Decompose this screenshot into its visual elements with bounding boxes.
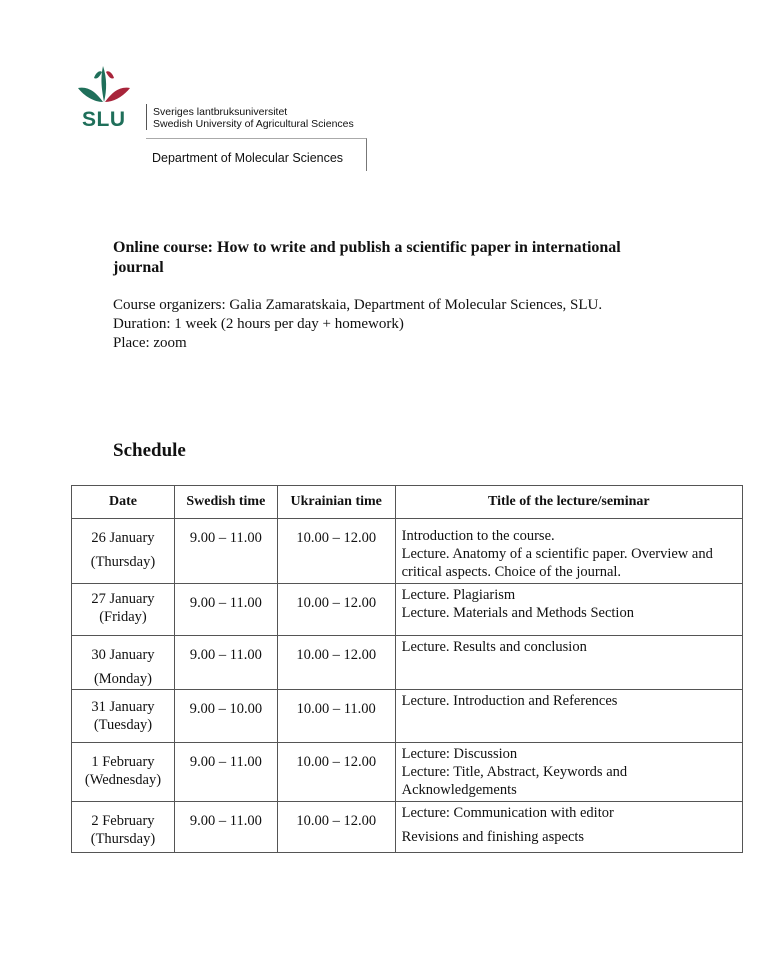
department-name: Department of Molecular Sciences [152,151,344,165]
date: 31 January [91,699,155,715]
lecture-line: Introduction to the course. [401,528,555,544]
swedish-time-cell: 9.00 – 11.00 [174,743,277,802]
date-cell [72,636,175,690]
column-header-title: Title of the lecture/seminar [395,486,742,519]
swedish-time-cell: 9.00 – 11.00 [174,584,277,636]
course-duration: Duration: 1 week (2 hours per day + homework) [113,316,404,332]
lecture-line: Lecture: Title, Abstract, Keywords and Acknowledgements [401,764,628,798]
course-organizers: Course organizers: Galia Zamaratskaia, Department of Molecular Sciences, SLU. [113,297,603,313]
lecture-title-cell [395,584,742,636]
lecture-title-cell [395,802,742,853]
department-box [146,138,367,171]
date-cell [72,519,175,584]
date: 26 January [91,530,155,546]
date: 27 January [91,591,155,607]
logo-divider [146,104,147,130]
weekday: (Tuesday) [93,717,153,733]
lecture-title-cell [395,690,742,743]
course-place: Place: zoom [113,335,187,351]
table-row [72,802,743,853]
date-cell [72,743,175,802]
schedule-heading: Schedule [113,440,186,461]
weekday: (Thursday) [90,554,156,570]
university-name [153,106,354,130]
column-header-date: Date [72,486,175,519]
lecture-line: Lecture. Plagiarism [401,587,516,603]
column-header-ukrainian-time: Ukrainian time [277,486,395,519]
table-row [72,584,743,636]
lecture-line: Lecture: Discussion [401,746,518,762]
date: 30 January [91,647,155,663]
lecture-title-cell [395,519,742,584]
weekday: (Wednesday) [84,772,162,788]
weekday: (Monday) [93,671,152,687]
ukrainian-time-cell: 10.00 – 12.00 [277,802,395,853]
lecture-line: Lecture: Communication with editor [401,805,614,821]
date: 1 February [91,754,155,770]
date: 2 February [91,813,155,829]
weekday: (Friday) [99,609,147,625]
slu-logo-text: SLU [82,108,126,131]
lecture-line: Lecture. Results and conclusion [401,639,587,655]
lecture-title-cell [395,743,742,802]
ukrainian-time-cell: 10.00 – 12.00 [277,743,395,802]
table-row [72,636,743,690]
university-name-swedish: Sveriges lantbruksuniversitet [153,106,288,118]
date-cell [72,690,175,743]
ukrainian-time-cell: 10.00 – 11.00 [277,690,395,743]
lecture-line: Lecture. Materials and Methods Section [401,605,634,621]
course-title: Online course: How to write and publish a scientific paper in international journal [113,239,621,276]
ukrainian-time-cell: 10.00 – 12.00 [277,519,395,584]
table-row [72,690,743,743]
university-name-english: Swedish University of Agricultural Sciences [153,118,354,130]
ukrainian-time-cell: 10.00 – 12.00 [277,636,395,690]
lecture-line: Lecture. Introduction and References [401,693,618,709]
table-row [72,743,743,802]
table-row [72,519,743,584]
weekday: (Thursday) [90,831,156,847]
swedish-time-cell: 9.00 – 10.00 [174,690,277,743]
schedule-table [71,485,743,853]
course-info [113,296,602,353]
column-header-swedish-time: Swedish time [174,486,277,519]
lecture-line: Lecture. Anatomy of a scientific paper. Overview and critical aspects. Choice of the journal. [401,546,713,580]
swedish-time-cell: 9.00 – 11.00 [174,802,277,853]
swedish-time-cell: 9.00 – 11.00 [174,519,277,584]
table-header-row [72,486,743,519]
lecture-line: Revisions and finishing aspects [401,829,585,845]
date-cell [72,584,175,636]
lecture-title-cell [395,636,742,690]
ukrainian-time-cell: 10.00 – 12.00 [277,584,395,636]
date-cell [72,802,175,853]
swedish-time-cell: 9.00 – 11.00 [174,636,277,690]
